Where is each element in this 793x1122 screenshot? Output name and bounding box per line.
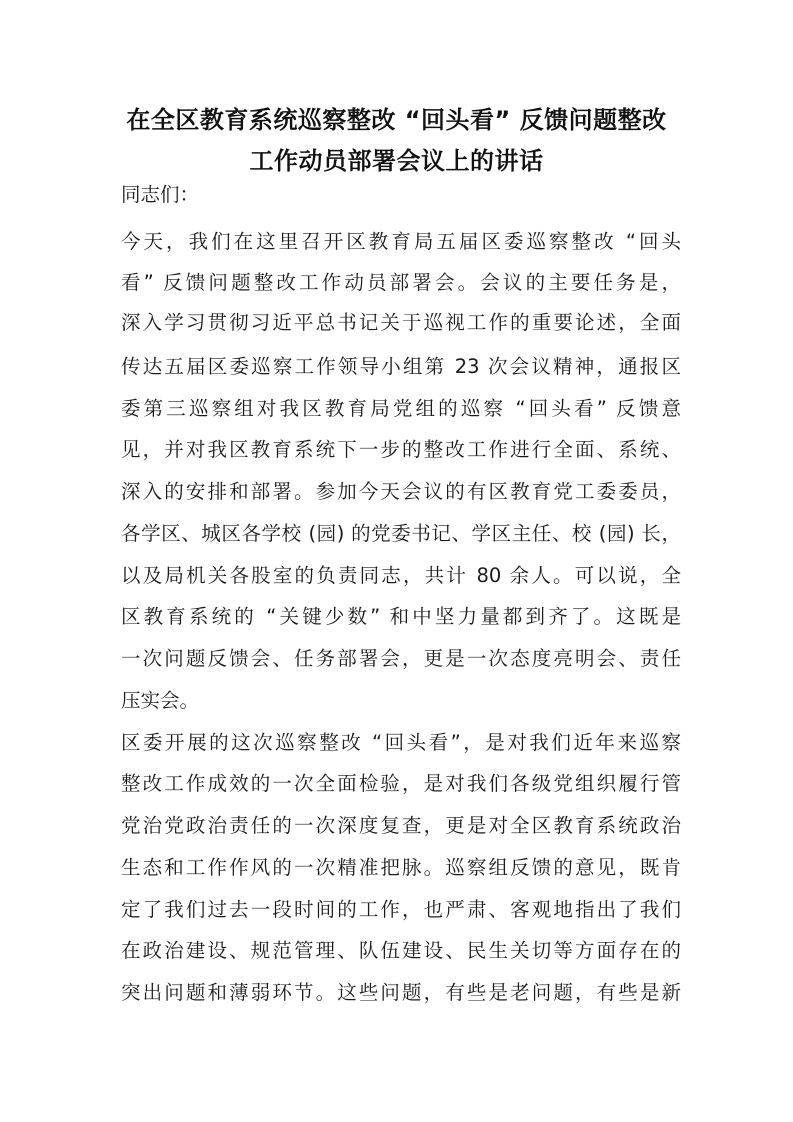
body-line: 区委开展的这次巡察整改 “回头看”，是对我们近年来巡察 [121,731,681,754]
body-line: 一次问题反馈会、任务部署会，更是一次态度亮明会、责任 [121,647,681,670]
body-line: 整改工作成效的一次全面检验，是对我们各级党组织履行管 [121,772,681,795]
body-line: 以及局机关各股室的负责同志，共计 80 余人。可以说，全 [121,564,681,587]
body-line: 见，并对我区教育系统下一步的整改工作进行全面、系统、 [121,438,681,461]
body-line: 区教育系统的 “关键少数” 和中坚力量都到齐了。这既是 [121,605,681,628]
body-line: 传达五届区委巡察工作领导小组第 23 次会议精神，通报区 [121,355,681,378]
body-line: 看” 反馈问题整改工作动员部署会。会议的主要任务是， [121,271,681,294]
body-line: 党治党政治责任的一次深度复查，更是对全区教育系统政治 [121,814,681,837]
body-line: 委第三巡察组对我区教育局党组的巡察 “回头看” 反馈意 [121,397,681,420]
document-title-line-2: 工作动员部署会议上的讲话 [249,147,544,175]
body-line: 各学区、城区各学校 (园) 的党委书记、学区主任、校 (园) 长， [121,522,681,545]
body-line: 今天，我们在这里召开区教育局五届区委巡察整改 “回头 [121,230,681,253]
body-line: 在政治建设、规范管理、队伍建设、民生关切等方面存在的 [121,939,681,962]
body-line: 定了我们过去一段时间的工作，也严肃、客观地指出了我们 [121,898,681,921]
body-line: 突出问题和薄弱环节。这些问题，有些是老问题，有些是新 [121,981,681,1004]
body-line: 生态和工作作风的一次精准把脉。巡察组反馈的意见，既肯 [121,856,681,879]
body-line: 压实会。 [121,689,200,712]
body-line: 深入学习贯彻习近平总书记关于巡视工作的重要论述，全面 [121,311,681,334]
salutation: 同志们： [121,183,200,206]
body-line: 深入的安排和部署。参加今天会议的有区教育党工委委员， [121,480,681,503]
document-title-line-1: 在全区教育系统巡察整改 “回头看” 反馈问题整改 [126,106,667,134]
